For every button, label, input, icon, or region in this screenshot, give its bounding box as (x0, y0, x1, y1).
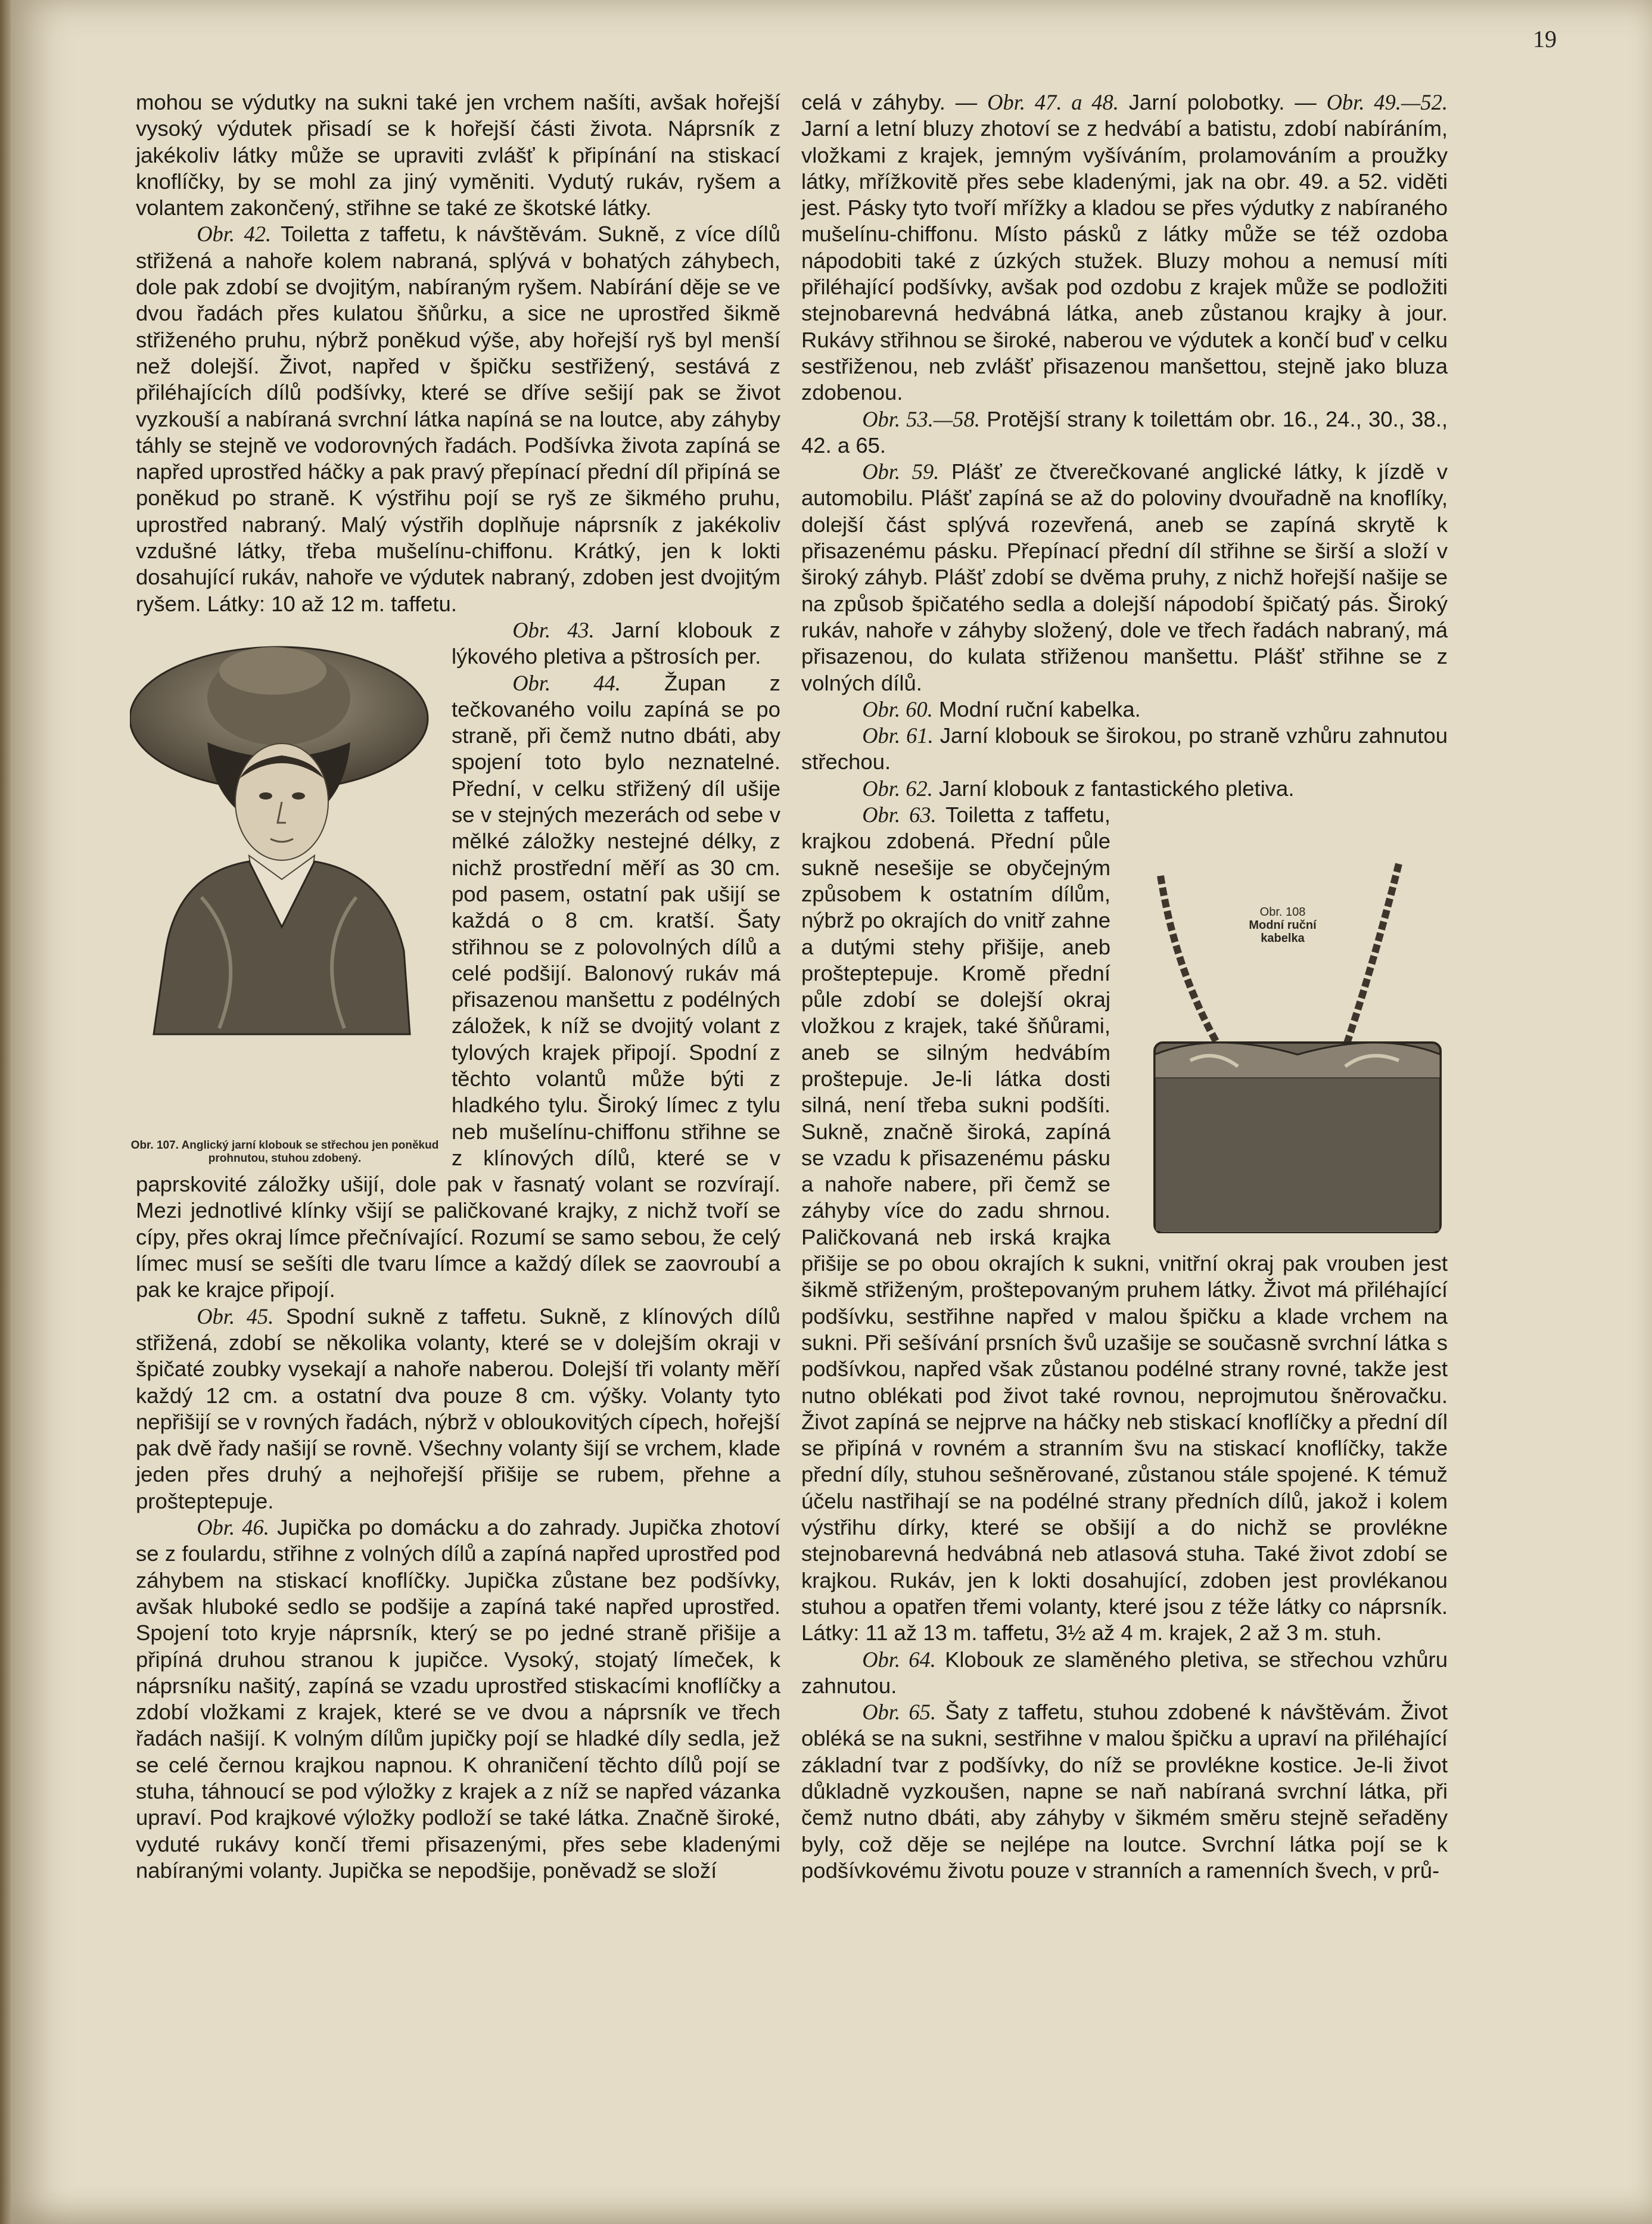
paragraph-text: Jupička po domácku a do zahrady. Jupička zhotoví se z foulardu, střihne z volných dílů a zapíná napřed uprostřed pod záhybem na stiskací knoflíčky. Jupička zůstane bez podšívky, avšak hluboké sedlo se podšije a zapíná také napřed uprostřed. Spojení toto kryje náprsník, který se po jedné straně přišije a připíná druhou stranou k jupičce. Vysoký, stojatý límeček, k náprsníku našitý, zapíná se vzadu uprostřed stiskacími knoflíčky a zdobí vložkami z krajek, které se ve dvou a náprsník ve třech řadách našijí. K volným dílům jupičky pojí se hladké díly sedla, jež se celé černou krajkou napnou. K ohraničení těchto dílů pojí se stuha, táhnoucí se pod výložky z krajek a z níž se napřed vázanka upraví. Pod krajkové výložky podloží se také látka. Značně široké, vyduté rukávy končí třemi přisazenými, přes sebe kladenými nabíranými volanty. Jupička se nepodšije, poněvadž se složí (136, 1515, 780, 1883)
right-column (801, 89, 1448, 1884)
figure-ref: Obr. 65. (862, 1700, 937, 1725)
paragraph-obr-65 (801, 1699, 1448, 1884)
figure-ref: Obr. 47. a 48. (987, 90, 1119, 114)
figure-ref: Obr. 64. (862, 1647, 936, 1672)
paragraph-obr-46 (136, 1514, 780, 1884)
figure-ref: Obr. 46. (197, 1515, 269, 1540)
paragraph-text: Jarní klobouk z lýkového pletiva a pštrosích per. (452, 617, 780, 669)
figure-ref: Obr. 60. (862, 696, 933, 721)
figure-hat (130, 617, 440, 1165)
paragraph-text: Toiletta z taffetu, k návštěvám. Sukně, z více dílů střižená a nahoře kolem nabraná, splývá v bohatých záhybech, dole pak zdobí se dvojitým, nabíraným ryšem. Nabírání děje se ve dvou řadách přes kulatou šňůrku, a sice ne uprostřed šikmě střiženého pruhu, nýbrž poněkud výše, aby hořejší ryš byl menší než dolejší. Život, napřed v špičku sestřižený, sestává z přiléhajících dílů podšívky, které se dříve sešijí pak se život vyzkouší a nabíraná svrchní látka napíná se na loutce, aby záhyby táhly se stejně ve vodorovných řadách. Podšívka života zapíná se napřed uprostřed háčky a pak pravý přepínací přední díl připíná se poněkud po straně. K výstřihu pojí se ryš ze šikmého pruhu, uprostřed nabraný. Malý výstřih doplňuje náprsník z jakékoliv vzdušné látky, třeba mušelínu-chiffonu. Krátký, jen k lokti dosahující rukáv, nahoře ve výdutek nabraný, zdoben jest dvojitým ryšem. Látky: 10 až 12 m. taffetu. (136, 222, 780, 616)
figure-ref: Obr. 62. (862, 776, 933, 801)
figure-ref: Obr. 49.—52. (1326, 90, 1448, 114)
paragraph-text: Protější strany k toilettám obr. 16., 24., 30., 38., 42. a 65. (801, 406, 1448, 458)
figure-ref: Obr. 53.—58. (862, 406, 981, 431)
book-binding (0, 0, 11, 2224)
figure-label: Obr. 108 (1259, 906, 1306, 919)
paragraph-obr-60 (801, 696, 1448, 723)
left-column (130, 89, 780, 1884)
paragraph-text: Jarní a letní bluzy zhotoví se z hedvábí a batistu, zdobí nabíráním, vložkami z krajek, jemným vyšíváním, prolamováním a proužky látky, mřížkovitě přes sebe kladenými, jak na obr. 49. a 52. viděti jest. Pásky tyto tvoří mřížky a kladou se přes výdutky z nabíraného mušelínu-chiffonu. Místo pásků z látky může se též ozdoba nápodobiti také z úzkých stužek. Bluzy mohou a nemusí míti přiléhající podšívky, avšak pod ozdobu z krajek může se podložiti stejnobarevná hedvábná látka, aneb zůstanou krajky à jour. Rukávy střihnou se široké, naberou ve výdutek a končí buď v celku sestřiženou, neb zvlášť přisazenou manšettou, stejně jako bluza zdobenou. (801, 116, 1448, 405)
paragraph-text: Župan z tečkovaného voilu zapíná se po straně, při čemž nutno dbáti, aby spojení toto bylo neznatelné. Přední, v celku střižený díl ušije se v stejných mezerách od sebe v mělké záložky nestejné délky, z nichž prostřední měří as 30 cm. pod pasem, ostatní pak ušijí se každá o 8 cm. kratší. Šaty střihnou se z polovolných dílů a celé podšijí. Balonový rukáv má přisazenou manšettu z podélných záložek, k níž se dvojitý volant z tylových krajek připojí. Spodní z těchto volantů může býti z hladkého tylu. Široký límec z tylu neb mušelínu-chiffonu střihne se z klínových dílů, které se v paprskovité záložky ušijí, dole pak v řasnatý volant se rozvírají. Mezi jednotlivé klínky všijí se paličkované krajky, z nichž tvoří se cípy, přes okraj límce přečnívající. Rozumí se samo sebou, že celý límec musí se sešíti dle tvaru límce a každý dílek se zaovroubí a pak ke krajce připojí. (136, 670, 780, 1302)
figure-caption: Obr. 107. Anglický jarní klobouk se střechou jen poněkud prohnutou, stuhou zdobený. (130, 1139, 439, 1165)
paragraph-text: Toiletta z taffetu, krajkou zdobená. Přední půle sukně nesešije se obyčejným způsobem k ostatním dílům, nýbrž po okrajích do vnitř zahne a dutými stehy přišije, aneb prošteptepuje. Kromě přední půle zdobí se dolejší okraj vložkou z krajek, také šňůrami, aneb se silným hedvábím proštepuje. Je-li látka dosti silná, není třeba sukni podšíti. Sukně, značně široká, zapíná se vzadu k přisazenému pásku a nahoře nabere, při čemž se záhyby více do zadu shrnou. Paličkovaná neb irská krajka přišije se po obou okrajích k sukni, vnitřní okraj pak vrouben jest šikmě střiženým, proštepovaným pruhem látky. Život má přiléhající podšívku, sestřihne napřed v malou špičku a klade vrchem na sukni. Při sešívání prsních švů uzašije se současně svrchní látka s podšívkou, napřed však zůstanou podélné strany rovné, takže jest nutno oblékati pod život také rovnou, neprojmutou šněrovačku. Život zapíná se nejprve na háčky neb stiskací knoflíčky a přední díl se připíná v rovném a stranním švu na stiskací knoflíčky, takže přední díly, stuhou sešněrované, zůstanou stále spojené. K témuž účelu nastřihají se na podélné strany předních dílů, jakož i kolem výstřihu dírky, které se obšijí a do nichž se provlékne stejnobarevná hedvábná neb atlasová stuha. Také život zdobí se krajkou. Rukáv, jen k lokti dosahující, zdoben jest provlékanou stuhou a opatřen třemi volanty, které jsou z téže látky co náprsník. Látky: 11 až 13 m. taffetu, 3½ až 4 m. krajek, 2 až 3 m. stuh. (801, 802, 1448, 1646)
paragraph-text: Šaty z taffetu, stuhou zdobené k návštěvám. Život obléká se na sukni, sestřihne v malou špičku a upraví na přiléhající základní tvar z podšívky, do níž se provlékne kostice. Je-li život důkladně vyzkoušen, napne se naň nabíraná svrchní látka, při čemž nutno dbáti, aby záhyby v šikmém směru stejně seřaděny byly, což děje se nejlépe na loutce. Svrchní látka pojí se k podšívkovému životu pouze v stranních a ramenních švech, v prů- (801, 1700, 1448, 1883)
paragraph-obr-61 (801, 723, 1448, 776)
figure-ref: Obr. 44. (512, 670, 621, 695)
paragraph-text: Modní ruční kabelka. (932, 696, 1141, 721)
page-number: 19 (1533, 26, 1557, 52)
paragraph-obr-53-58 (801, 406, 1448, 459)
paragraph-obr-62 (801, 776, 1448, 802)
paragraph-obr-59 (801, 459, 1448, 696)
figure-ref: Obr. 63. (862, 802, 937, 828)
scanned-page (11, 0, 1652, 2224)
hat-illustration (130, 617, 440, 1070)
figure-ref: Obr. 43. (512, 617, 595, 642)
paragraph-continuation: mohou se výdutky na sukni také jen vrchem našíti, avšak hořejší vysoký výdutek přisadí se k hořejší části života. Náprsník z jakékoliv látky může se upraviti zvlášť k připínání na stiskací knoflíčky, by se mohl za jiný vyměniti. Vydutý rukáv, ryšem a volantem zakončený, střihne se také ze škotské látky. (136, 90, 780, 220)
figure-ref: Obr. 59. (862, 459, 939, 484)
figure-title: Modní ruční kabelka (1249, 919, 1317, 945)
paragraph-text: Klobouk ze slaměného pletiva, se střechou vzhůru zahnutou. (801, 1647, 1448, 1698)
figure-ref: Obr. 42. (197, 222, 272, 247)
paragraph-text: Jarní polobotky. — (1118, 90, 1327, 114)
paragraph-text: Jarní klobouk z fantastického pletiva. (932, 776, 1295, 801)
paragraph-text: celá v záhyby. — (801, 90, 988, 114)
figure-bag (1119, 852, 1466, 1233)
paragraph-text: Spodní sukně z taffetu. Sukně, z klínových dílů střižená, zdobí se několika volanty, které se v dolejším okraji v špičaté zoubky vysekají a nahoře naberou. Dolejší tři volanty měří každý 12 cm. a ostatní dva pouze 8 cm. výšky. Volanty tyto nepřišijí se v rovných řadách, nýbrž v obloukovitých cípech, hořejší pak dvě řady našijí se rovně. Všechny volanty šijí se vrchem, klade jeden přes druhý a nejhořejší přišije se rubem, přehne a prošteptepuje. (136, 1304, 780, 1513)
figure-ref: Obr. 45. (197, 1304, 274, 1329)
paragraph-obr-47-48 (801, 89, 1448, 406)
paragraph-obr-42 (136, 221, 780, 617)
figure-caption (1238, 906, 1327, 945)
paragraph-text: Jarní klobouk se širokou, po straně vzhůru zahnutou střechou. (801, 723, 1448, 774)
paragraph-obr-45 (136, 1304, 780, 1514)
paragraph-text: Plášť ze čtverečkované anglické látky, k jízdě v automobilu. Plášť zapíná se až do poloviny dvouřadně na knoflíky, dolejší část splývá rozevřená, aneb se zapíná skrytě k přisazenému pásku. Přepínací přední díl střihne se širší a složí v široký záhyb. Plášť zdobí se dvěma pruhy, z nichž hořejší našije se na způsob špičatého sedla a dolejší nápodobí špičatý pás. Široký rukáv, nahoře v záhyby složený, dole ve třech řadách nabraný, má přisazenou, do kulata střiženou manšettu. Plášť střihne se z volných dílů. (801, 459, 1448, 695)
paragraph-obr-64 (801, 1647, 1448, 1700)
figure-ref: Obr. 61. (862, 723, 934, 748)
